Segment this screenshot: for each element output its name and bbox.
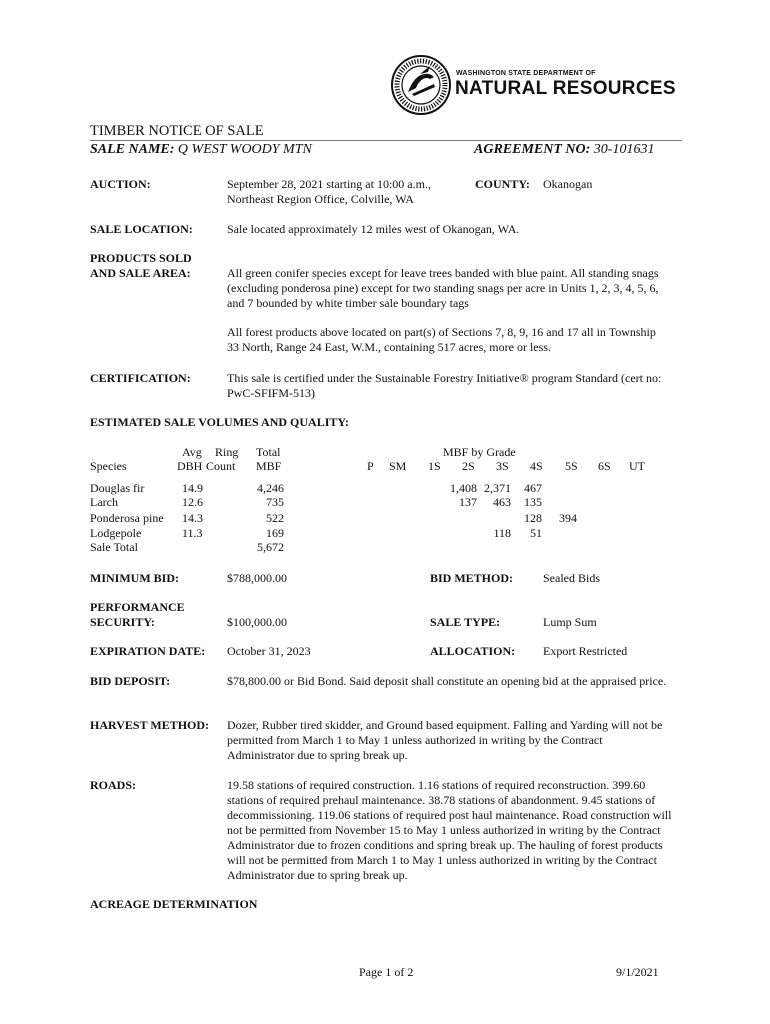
col-ring-bottom: Count [206, 459, 236, 473]
grade-5s-cell: 394 [559, 511, 577, 525]
roads-label: ROADS: [90, 778, 137, 792]
roads-text: 19.58 stations of required construction. 1.16 stations of required reconstruction. 399.60 stations of required prehaul maintenance. 38.78 stations of abandonment. 9.45 stations of decommissioning. 119.06 stations of required post haul maintenance. Road construction will not be permitted from November 15 to May 1 unless authorized in writing by the Contract Administrator due to frozen conditions and spring break up. The hauling of forest products will not be permitted from March 1 to May 1 unless authorized in writing by the Contract Administrator due to spring break up. [227, 778, 672, 882]
bid-method-label: BID METHOD: [430, 571, 514, 585]
col-avg-top: Avg [182, 445, 202, 459]
minimum-bid-label: MINIMUM BID: [90, 571, 179, 585]
page-number: Page 1 of 2 [359, 965, 414, 979]
grade-4s-cell: 51 [530, 526, 542, 540]
dbh-cell: 12.6 [182, 495, 203, 509]
harvest-method-label: HARVEST METHOD: [90, 718, 210, 732]
grade-3s-cell: 463 [493, 495, 511, 509]
performance-value: $100,000.00 [227, 615, 287, 629]
sale-name [90, 142, 312, 158]
products-label-1: PRODUCTS SOLD [90, 251, 192, 265]
volumes-heading: ESTIMATED SALE VOLUMES AND QUALITY: [90, 415, 349, 429]
species-cell: Lodgepole [90, 526, 142, 540]
agency-line-1: WASHINGTON STATE DEPARTMENT OF [456, 70, 596, 77]
grade-4s-cell: 467 [524, 481, 542, 495]
grade-2s-cell: 137 [459, 495, 477, 509]
total-cell: 4,246 [257, 481, 284, 495]
grade-3s: 3S [496, 459, 509, 473]
auction-line-1: September 28, 2021 starting at 10:00 a.m., [227, 177, 431, 191]
products-text: All green conifer species except for leave trees banded with blue paint. All standing snags (excluding ponderosa pine) except for two standing snags per acre in Units 1, 2, 3, 4, 5, 6, and 7 bounded by white timber sale boundary tags [227, 266, 659, 310]
col-total-bottom: MBF [256, 459, 282, 473]
species-cell: Sale Total [90, 540, 138, 554]
total-cell: 169 [266, 526, 284, 540]
col-avg-bottom: DBH [177, 459, 203, 473]
county-label: COUNTY: [475, 177, 530, 191]
species-cell: Douglas fir [90, 481, 145, 495]
grade-ut: UT [629, 459, 645, 473]
sale-type-label: SALE TYPE: [430, 615, 501, 629]
sale-name-label: SALE NAME: [90, 142, 175, 157]
agreement-value: 30-101631 [590, 142, 655, 157]
dbh-cell: 11.3 [182, 526, 203, 540]
performance-label-2: SECURITY: [90, 615, 155, 629]
agreement-number [474, 142, 654, 158]
performance-label-1: PERFORMANCE [90, 600, 185, 614]
col-total-top: Total [256, 445, 281, 459]
grade-5s: 5S [565, 459, 578, 473]
sale-location-text: Sale located approximately 12 miles west of Okanogan, WA. [227, 222, 520, 236]
grade-2s: 2S [462, 459, 475, 473]
grade-4s: 4S [530, 459, 543, 473]
auction-label: AUCTION: [90, 177, 151, 191]
products-location-text: All forest products above located on part(s) of Sections 7, 8, 9, 16 and 17 all in Township 33 North, Range 24 East, W.M., containing 517 acres, more or less. [227, 325, 656, 354]
grade-3s-cell: 2,371 [484, 481, 511, 495]
total-cell: 735 [266, 495, 284, 509]
grade-4s-cell: 135 [524, 495, 542, 509]
allocation-label: ALLOCATION: [430, 644, 516, 658]
minimum-bid-value: $788,000.00 [227, 571, 287, 585]
auction-line-2: Northeast Region Office, Colville, WA [227, 192, 414, 206]
col-grade-top: MBF by Grade [443, 445, 516, 459]
grade-p: P [367, 459, 374, 473]
bid-method-value: Sealed Bids [543, 571, 600, 585]
sale-type-value: Lump Sum [543, 615, 597, 629]
expiration-label: EXPIRATION DATE: [90, 644, 206, 658]
agreement-label: AGREEMENT NO: [474, 142, 591, 157]
dbh-cell: 14.3 [182, 511, 203, 525]
bid-deposit-text: $78,800.00 or Bid Bond. Said deposit shall constitute an opening bid at the appraised price. [227, 674, 667, 688]
certification-label: CERTIFICATION: [90, 371, 191, 385]
species-cell: Larch [90, 495, 118, 509]
grade-6s: 6S [598, 459, 611, 473]
doc-title: TIMBER NOTICE OF SALE [90, 123, 264, 139]
sale-name-value: Q WEST WOODY MTN [174, 142, 312, 157]
grade-1s: 1S [428, 459, 441, 473]
sale-location-label: SALE LOCATION: [90, 222, 193, 236]
grade-4s-cell: 128 [524, 511, 542, 525]
col-species: Species [90, 459, 127, 473]
certification-text: This sale is certified under the Sustainable Forestry Initiative® program Standard (cert no: PwC-SFIFM-513) [227, 371, 662, 400]
agency-line-2: NATURAL RESOURCES [455, 78, 676, 99]
grade-3s-cell: 118 [493, 526, 511, 540]
total-cell: 522 [266, 511, 284, 525]
header-divider [90, 140, 682, 141]
col-ring-top: Ring [215, 445, 239, 459]
dbh-cell: 14.9 [182, 481, 203, 495]
total-cell: 5,672 [257, 540, 284, 554]
county-value: Okanogan [543, 177, 593, 191]
acreage-determination-label: ACREAGE DETERMINATION [90, 897, 258, 911]
grade-2s-cell: 1,408 [450, 481, 477, 495]
species-cell: Ponderosa pine [90, 511, 164, 525]
footer-date: 9/1/2021 [616, 965, 659, 979]
allocation-value: Export Restricted [543, 644, 628, 658]
expiration-value: October 31, 2023 [227, 644, 311, 658]
bid-deposit-label: BID DEPOSIT: [90, 674, 171, 688]
state-seal-icon [390, 54, 452, 116]
grade-sm: SM [389, 459, 407, 473]
products-label-2: AND SALE AREA: [90, 266, 191, 280]
harvest-method-text: Dozer, Rubber tired skidder, and Ground based equipment. Falling and Yarding will not be permitted from March 1 to May 1 unless authorized in writing by the Contract Administrator due to spring break up. [227, 718, 663, 762]
